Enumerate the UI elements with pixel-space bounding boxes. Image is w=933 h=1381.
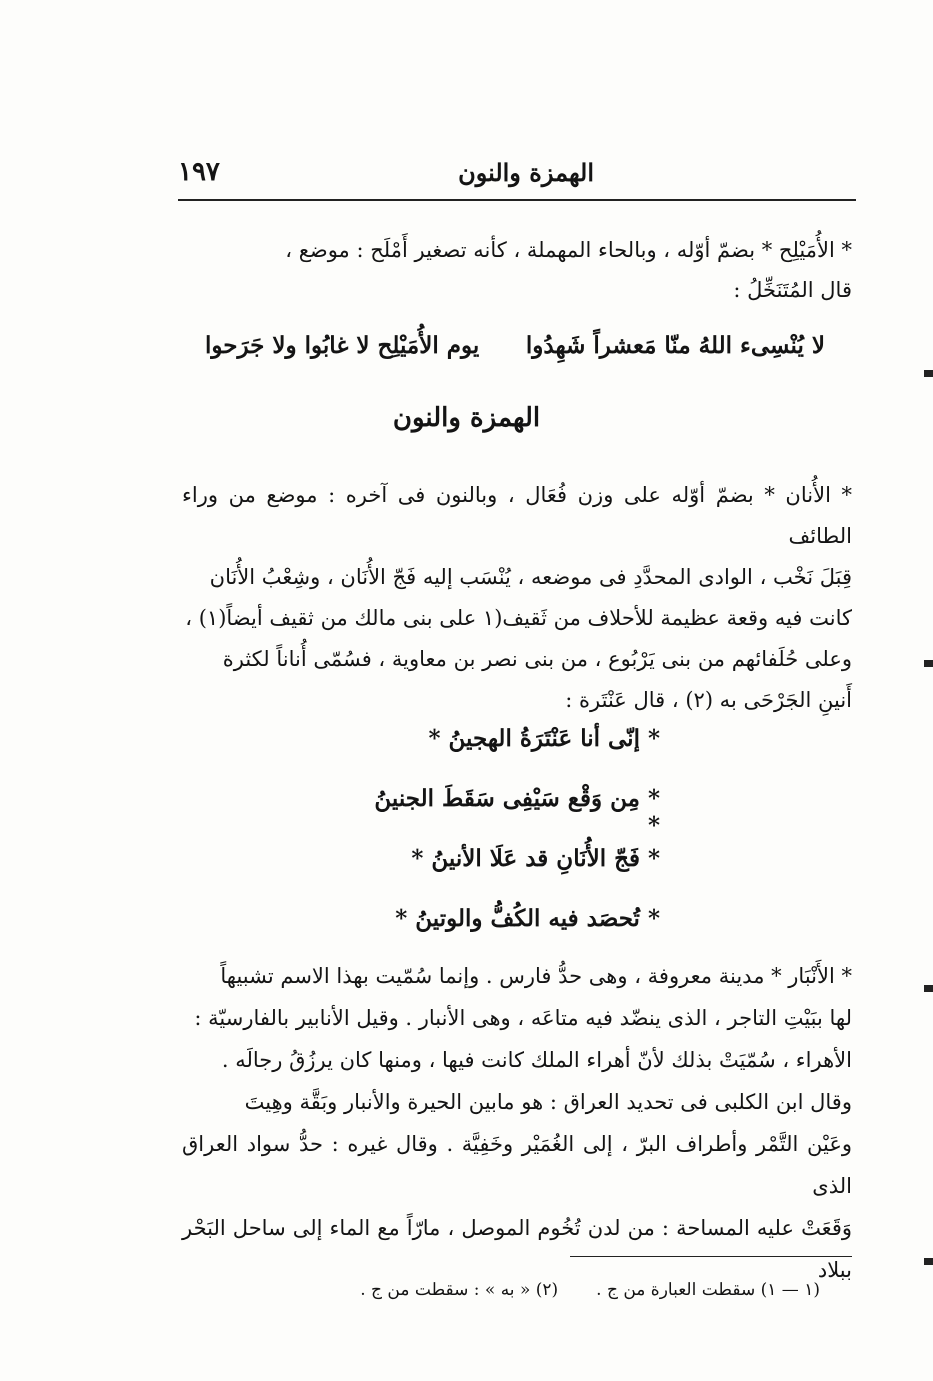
verse-line (205, 332, 825, 359)
text-line: لها ببَيْتِ التاجر ، الذى ينضّد فيه متاعَه ، وهى الأنبار . وقيل الأنابير بالفارسيّة : (194, 1006, 852, 1030)
poem-line: * تُحصَد فيه الكُفُّ والوتينُ * (395, 905, 660, 932)
text-line: أَنينِ الجَرْحَى به (٢) ، قال عَنْتَرة : (565, 688, 852, 712)
text-line: * الأَنْبَار * مدينة معروفة ، وهى حدُّ فارس . وإنما سُمّيت بهذا الاسم تشبيهاً (220, 964, 852, 988)
text-line: الأهراء ، سُمّيَتْ بذلك لأنّ أهراء الملك كانت فيها ، ومنها كان يرزُقُ رجالَه . (221, 1048, 852, 1072)
header-rule (178, 199, 856, 201)
margin-mark (924, 660, 933, 667)
footnote-2: (٢) « به » : سقطت من ج . (360, 1280, 559, 1300)
text-line: قال المُتَنَخِّلُ : (733, 278, 852, 302)
text-line: قِبَلَ نَخْب ، الوادى المحدَّدِ فى موضعه ، يُنْسَب إليه فَجّ الأُنَان ، وشِعْبُ الأُنَان (209, 565, 852, 589)
margin-mark (924, 985, 933, 992)
text-line: كانت فيه وقعة عظيمة للأحلاف من ثَقيف(١ على بنى مالك من ثقيف أيضاً(١) ، (185, 606, 852, 630)
section-title: الهمزة والنون (392, 403, 541, 433)
page-number: ١٩٧ (178, 157, 220, 187)
entry-unan (182, 475, 852, 721)
entry-umaylih (182, 230, 852, 310)
poem-line: * إنّى أنا عَنْتَرَةُ الهجينُ * (428, 725, 660, 752)
footnotes (250, 1280, 820, 1300)
running-title: الهمزة والنون (458, 157, 594, 187)
text-line: وَقَعَتْ عليه المساحة : من لدن تُخُوم الموصل ، مارّاً مع الماء إلى ساحل البَحْر ببلاد (182, 1216, 852, 1282)
text-line: * الأُنان * بضمّ أوّله على وزن فُعَال ، وبالنون فى آخره : موضع من وراء الطائف (182, 483, 852, 548)
running-header (178, 150, 856, 194)
text-line: * الأُمَيْلِح * بضمّ أوّله ، وبالحاء المهملة ، كأنه تصغير أَمْلَح : موضع ، (285, 238, 852, 262)
poem-line: * فَجّ الأُنَانِ قد عَلَا الأنينُ * (411, 845, 660, 872)
margin-mark (924, 1258, 933, 1265)
margin-mark (924, 370, 933, 377)
verse-hemistich-second: يوم الأُمَيْلِح لا غابُوا ولا جَرَحوا (205, 332, 480, 359)
text-line: وعلى حُلَفائهم من بنى يَرْبُوع ، من بنى نصر بن معاوية ، فسُمّى أُناناً لكثرة (222, 647, 852, 671)
text-line: وقال ابن الكلبى فى تحديد العراق : هو مابين الحيرة والأنبار وبَقَّة وهِيتَ (244, 1090, 852, 1114)
poem-antara (360, 725, 660, 965)
verse-hemistich-first: لا يُنْسِىء اللهُ منّا مَعشراً شَهِدُوا (525, 332, 825, 359)
entry-anbar (182, 955, 852, 1291)
poem-line: * مِن وَقْع سَيْفِى سَقَطَ الجنينُ * (374, 785, 660, 839)
text-line: وعَيْن التَّمْر وأطراف البرّ ، إلى الغُمَيْر وخَفِيَّة . وقال غيره : حدُّ سواد العراق الذى (182, 1132, 852, 1198)
footnote-1: (١ — ١) سقطت العبارة من ج . (596, 1280, 820, 1300)
footnote-rule (570, 1256, 852, 1257)
